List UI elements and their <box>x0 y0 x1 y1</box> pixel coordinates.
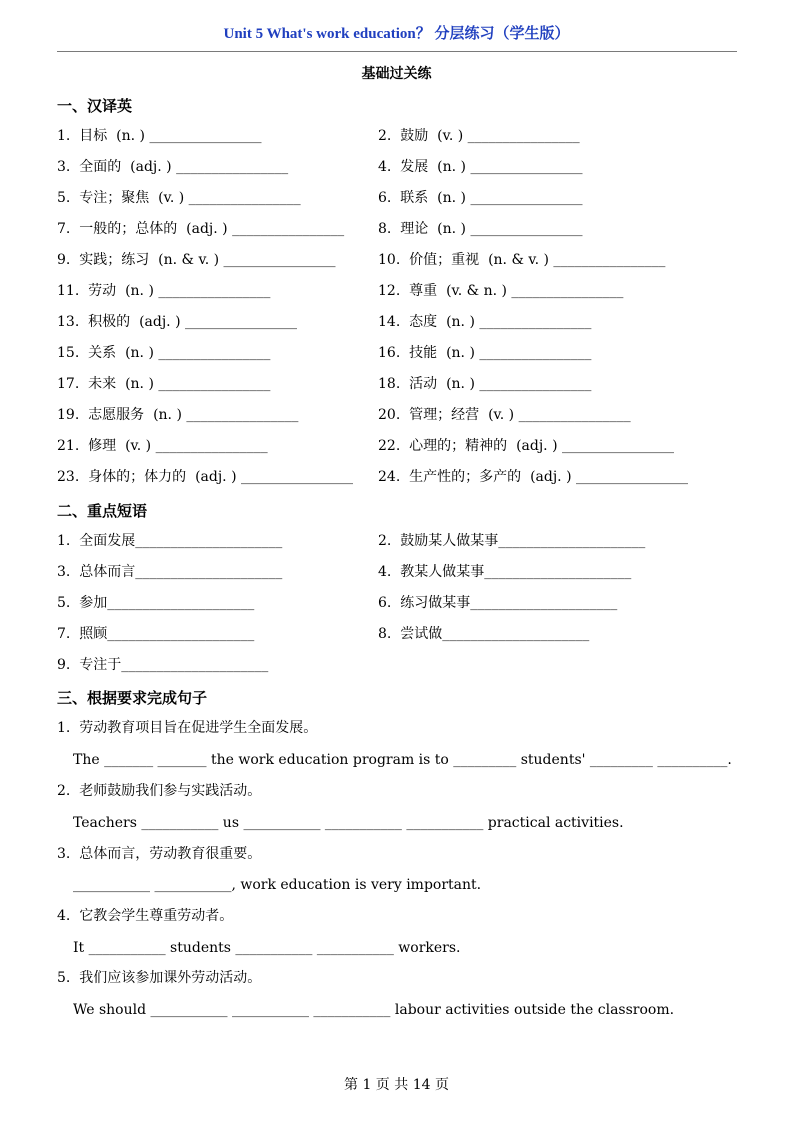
sentence-prompt: 3. 总体而言，劳动教育很重要。 <box>57 846 262 862</box>
vocab-item: 18. 活动 (n. ) ________________ <box>378 376 592 392</box>
vocab-item: 1. 目标 (n. ) ________________ <box>57 128 262 144</box>
section-heading-sentences: 三、根据要求完成句子 <box>57 689 208 707</box>
phrase-item: 3. 总体而言_____________________ <box>57 564 283 580</box>
vocab-item: 19. 志愿服务 (n. ) ________________ <box>57 407 299 423</box>
sentence-prompt: 1. 劳动教育项目旨在促进学生全面发展。 <box>57 720 318 736</box>
vocab-item: 12. 尊重 (v. & n. ) ________________ <box>378 283 624 299</box>
sentence-blank-line: ___________ ___________, work education is very important. <box>73 877 482 893</box>
phrase-item: 2. 鼓励某人做某事_____________________ <box>378 533 646 549</box>
vocab-item: 14. 态度 (n. ) ________________ <box>378 314 592 330</box>
phrase-item: 8. 尝试做_____________________ <box>378 626 590 642</box>
section-heading-translation: 一、汉译英 <box>57 97 133 115</box>
vocab-item: 4. 发展 (n. ) ________________ <box>378 159 583 175</box>
document-header: Unit 5 What's work education？ 分层练习（学生版） <box>223 26 570 42</box>
sentence-blank-line: Teachers ___________ us ___________ ___________ ___________ practical activities. <box>73 815 624 831</box>
phrase-item: 4. 教某人做某事_____________________ <box>378 564 632 580</box>
vocab-item: 3. 全面的 (adj. ) ________________ <box>57 159 289 175</box>
vocab-item: 11. 劳动 (n. ) ________________ <box>57 283 271 299</box>
vocab-item: 13. 积极的 (adj. ) ________________ <box>57 314 297 330</box>
vocab-item: 10. 价值；重视 (n. & v. ) ________________ <box>378 252 666 268</box>
vocab-item: 5. 专注；聚焦 (v. ) ________________ <box>57 190 301 206</box>
vocab-item: 21. 修理 (v. ) ________________ <box>57 438 268 454</box>
page-title: 基础过关练 <box>361 66 432 82</box>
vocab-item: 2. 鼓励 (v. ) ________________ <box>378 128 580 144</box>
header-divider <box>57 51 737 52</box>
sentence-prompt: 5. 我们应该参加课外劳动活动。 <box>57 970 262 986</box>
vocab-item: 7. 一般的；总体的 (adj. ) ________________ <box>57 221 345 237</box>
page-number: 第 1 页 共 14 页 <box>344 1077 449 1093</box>
sentence-blank-line: The _______ _______ the work education program is to _________ students' _________ __________. <box>73 752 732 768</box>
vocab-item: 22. 心理的；精神的 (adj. ) ________________ <box>378 438 674 454</box>
phrase-item: 1. 全面发展_____________________ <box>57 533 283 549</box>
phrase-item: 7. 照顾_____________________ <box>57 626 255 642</box>
phrase-item: 5. 参加_____________________ <box>57 595 255 611</box>
vocab-item: 17. 未来 (n. ) ________________ <box>57 376 271 392</box>
vocab-item: 24. 生产性的；多产的 (adj. ) ________________ <box>378 469 688 485</box>
sentence-prompt: 2. 老师鼓励我们参与实践活动。 <box>57 783 262 799</box>
vocab-item: 6. 联系 (n. ) ________________ <box>378 190 583 206</box>
phrase-item: 9. 专注于_____________________ <box>57 657 269 673</box>
vocab-item: 9. 实践；练习 (n. & v. ) ________________ <box>57 252 336 268</box>
sentence-prompt: 4. 它教会学生尊重劳动者。 <box>57 908 234 924</box>
sentence-blank-line: We should ___________ ___________ ___________ labour activities outside the classroom. <box>73 1002 675 1018</box>
vocab-item: 20. 管理；经营 (v. ) ________________ <box>378 407 631 423</box>
section-heading-phrases: 二、重点短语 <box>57 502 148 520</box>
vocab-item: 16. 技能 (n. ) ________________ <box>378 345 592 361</box>
vocab-item: 8. 理论 (n. ) ________________ <box>378 221 583 237</box>
vocab-item: 15. 关系 (n. ) ________________ <box>57 345 271 361</box>
vocab-item: 23. 身体的；体力的 (adj. ) ________________ <box>57 469 353 485</box>
phrase-item: 6. 练习做某事_____________________ <box>378 595 618 611</box>
sentence-blank-line: It ___________ students ___________ ___________ workers. <box>73 940 461 956</box>
